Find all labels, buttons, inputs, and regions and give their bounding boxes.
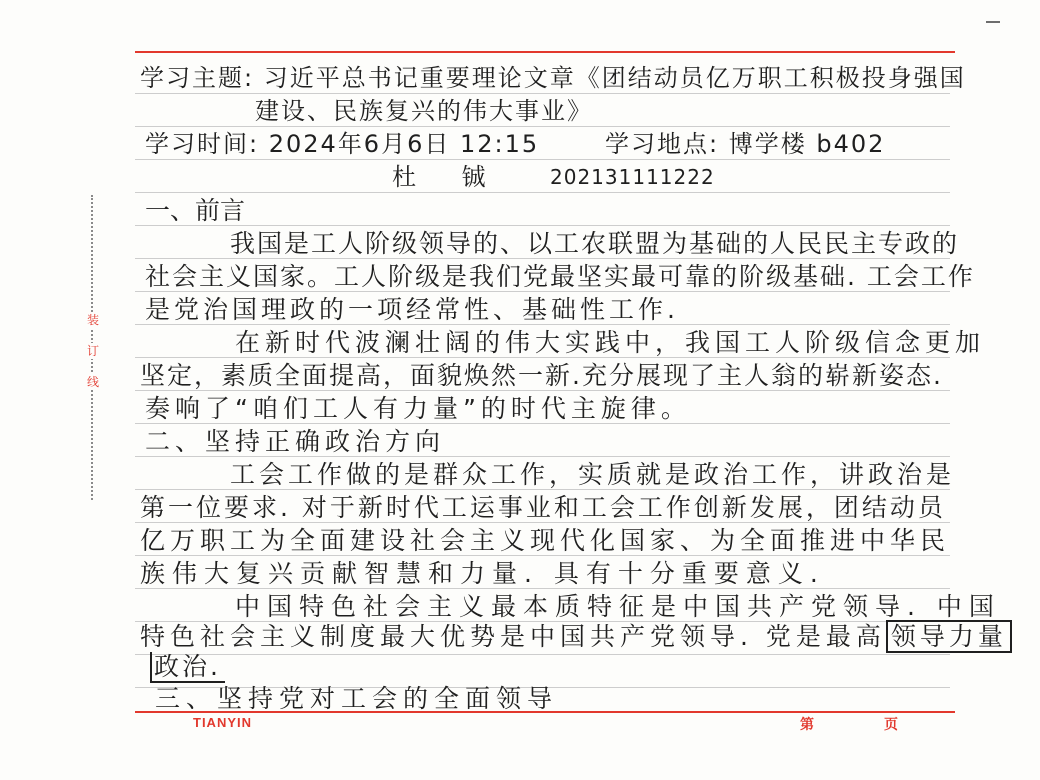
body-line-main: 特色社会主义制度最大优势是中国共产党领导. 党是最高: [140, 622, 886, 651]
body-line: 工会工作做的是群众工作，实质就是政治工作，讲政治是: [230, 460, 956, 489]
page-number-suffix: 页: [884, 717, 898, 733]
study-time: [145, 129, 539, 159]
topic-line-2: 建设、民族复兴的伟大事业》: [255, 97, 593, 125]
body-line: 社会主义国家。工人阶级是我们党最坚实最可靠的阶级基础. 工会工作: [145, 262, 975, 291]
body-line: 坚定，素质全面提高，面貌焕然一新.充分展现了主人翁的崭新姿态.: [140, 361, 943, 390]
ruled-line: [135, 159, 950, 160]
topic-line-1: [140, 63, 966, 93]
student-name: 杜 铖: [392, 163, 488, 191]
body-line: 是党治国理政的一项经常性、基础性工作.: [145, 295, 679, 324]
section-3-heading: 三、坚持党对工会的全面领导: [155, 684, 559, 713]
study-place-value: 博学楼 b402: [728, 130, 886, 158]
topic-text-1: 习近平总书记重要理论文章《团结动员亿万职工积极投身强国: [263, 64, 966, 92]
study-place-label: 学习地点:: [605, 130, 720, 158]
body-line: 中国特色社会主义最本质特征是中国共产党领导. 中国: [235, 592, 1001, 621]
top-red-rule: [135, 51, 955, 53]
study-place: [605, 129, 885, 159]
binding-mark-xian: 线: [83, 374, 103, 390]
body-line: [140, 622, 1012, 652]
binding-mark-ding: 订: [83, 343, 103, 359]
body-line: 奏响了“咱们工人有力量”的时代主旋律。: [145, 394, 691, 423]
insert-text: 政治.: [150, 652, 225, 683]
body-line: 在新时代波澜壮阔的伟大实践中，我国工人阶级信念更加: [235, 328, 986, 357]
ruled-line: [135, 192, 950, 193]
body-line: 第一位要求. 对于新时代工运事业和工会工作创新发展，团结动员: [140, 493, 946, 522]
body-line: 我国是工人阶级领导的、以工农联盟为基础的人民民主专政的: [230, 229, 960, 258]
page-number-prefix: 第: [800, 717, 814, 733]
corner-mark: [986, 21, 1000, 23]
section-1-heading: 一、前言: [145, 196, 246, 225]
ruled-line: [135, 654, 950, 655]
boxed-correction: 领导力量: [886, 620, 1012, 653]
student-id: 202131111222: [550, 165, 715, 189]
topic-label: 学习主题:: [140, 64, 255, 92]
body-line: 亿万职工为全面建设社会主义现代化国家、为全面推进中华民: [140, 526, 951, 555]
ruled-line: [135, 126, 950, 127]
binding-mark-zhuang: 装: [83, 312, 103, 328]
study-time-label: 学习时间:: [145, 130, 260, 158]
ruled-line: [135, 225, 950, 226]
section-2-heading: 二、坚持正确政治方向: [145, 427, 446, 456]
ruled-line: [135, 93, 950, 94]
footer-brand-logo: TIANYIN: [193, 715, 252, 730]
study-time-value: 2024年6月6日 12:15: [268, 130, 540, 158]
inserted-correction: [150, 652, 225, 682]
body-line: 族伟大复兴贡献智慧和力量. 具有十分重要意义.: [140, 559, 825, 588]
